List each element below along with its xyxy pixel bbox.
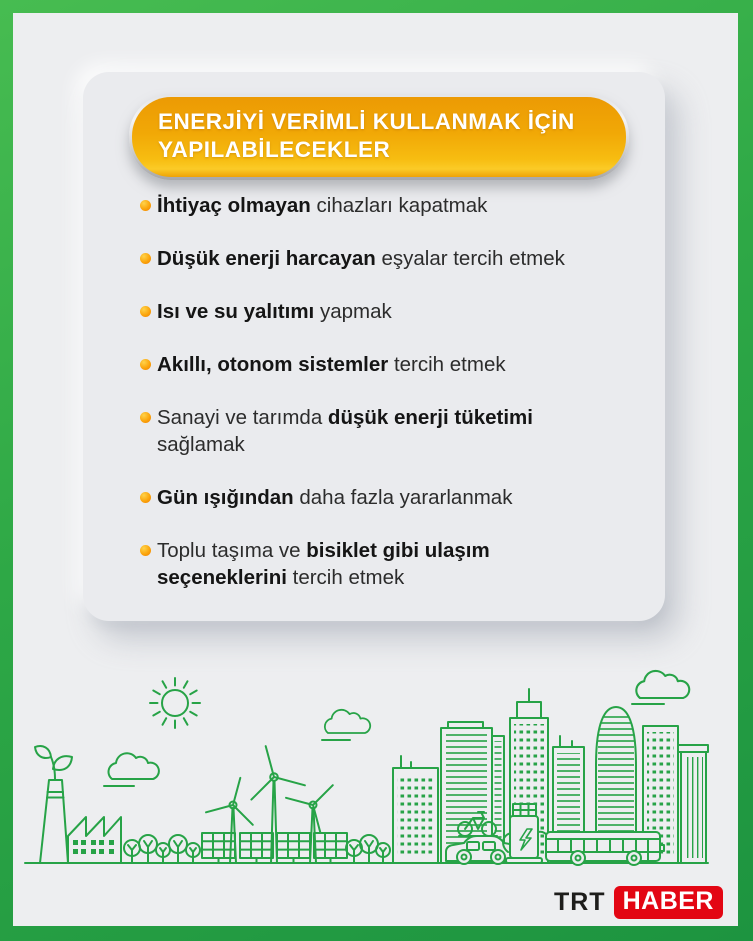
list-item [140,245,595,272]
tree-icon [124,835,200,863]
page-title: ENERJİYİ VERİMLİ KULLANMAK İÇİN YAPILABİLECEKLER [158,109,575,162]
list-item [140,537,595,591]
list-item [140,351,595,378]
list-item-text: Gün ışığından daha fazla yararlanmak [157,486,513,509]
sun-icon [150,678,200,728]
list-item [140,298,595,325]
page-background [13,13,738,926]
tips-card [83,72,665,621]
list-item-text: Sanayi ve tarımda düşük enerji tüketimi sağlamak [157,406,533,456]
cloud-icon [322,710,370,740]
list-item [140,484,595,511]
leaf-icon [35,746,72,779]
tips-list [140,192,595,591]
bullet-icon [140,306,151,317]
list-item [140,404,595,458]
list-item-text: Toplu taşıma ve bisiklet gibi ulaşım seçeneklerini tercih etmek [157,539,490,589]
building-icon [393,756,438,863]
solar-panel-icon [202,833,347,863]
title-pill [132,97,626,177]
building-icon [678,745,708,863]
factory-icon [40,780,121,863]
bullet-icon [140,412,151,423]
list-item [140,192,595,219]
bullet-icon [140,253,151,264]
cloud-icon [632,671,689,704]
haber-badge: HABER [614,886,723,919]
cloud-icon [104,753,159,786]
list-item-text: İhtiyaç olmayan cihazları kapatmak [157,194,488,217]
bullet-icon [140,545,151,556]
bullet-icon [140,200,151,211]
list-item-text: Düşük enerji harcayan eşyalar tercih etmek [157,247,565,270]
list-item-text: Akıllı, otonom sistemler tercih etmek [157,353,506,376]
tree-icon [346,835,390,863]
bullet-icon [140,492,151,503]
bus-icon [546,832,664,865]
wind-turbine-icon [251,746,305,863]
list-item-text: Isı ve su yalıtımı yapmak [157,300,392,323]
eco-city-illustration [13,645,738,875]
trt-logo-text: TRT [553,888,606,916]
bullet-icon [140,359,151,370]
brand-logo [554,886,723,919]
title-pill-rim [129,94,629,180]
